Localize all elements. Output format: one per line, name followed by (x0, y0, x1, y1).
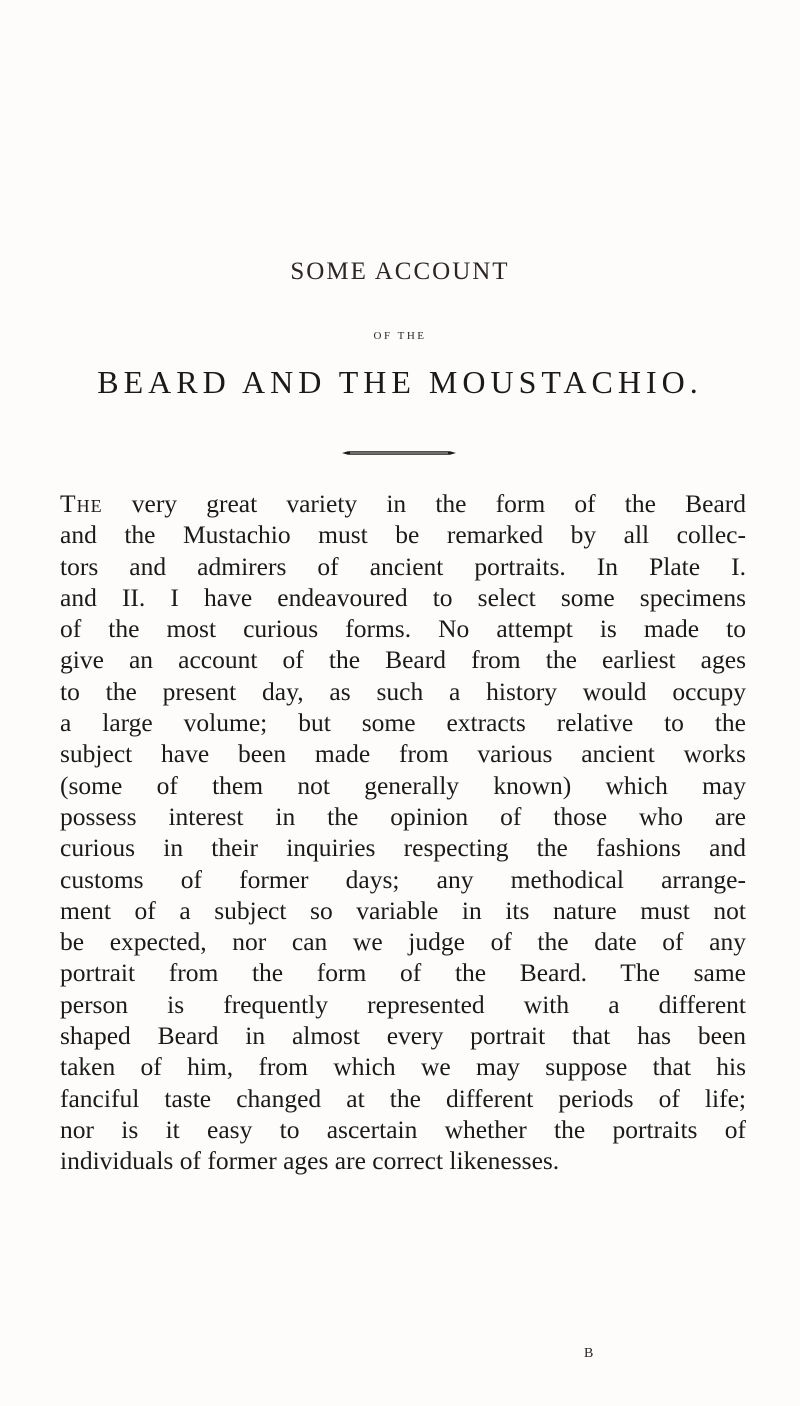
body-line: customs of former days; any methodical arrange- (60, 864, 746, 894)
body-line: (some of them not generally known) which may (60, 770, 746, 800)
body-line: give an account of the Beard from the earliest ages (60, 645, 746, 675)
body-line-first-rest: very great variety in the form of the Beard (102, 489, 746, 518)
body-line: subject have been made from various ancient works (60, 739, 746, 769)
body-line-last: individuals of former ages are correct likenesses. (60, 1146, 560, 1176)
body-line: person is frequently represented with a different (60, 989, 746, 1019)
body-line: ment of a subject so variable in its nature must not (60, 895, 746, 925)
body-line: possess interest in the opinion of those who are (60, 801, 746, 831)
body-paragraph (60, 488, 746, 1177)
body-line: tors and admirers of ancient portraits. In Plate I. (60, 551, 746, 581)
body-line: a large volume; but some extracts relative to the (60, 708, 746, 738)
body-line-first (60, 488, 746, 519)
body-line: nor is it easy to ascertain whether the portraits of (60, 1114, 746, 1144)
body-line: of the most curious forms. No attempt is made to (60, 614, 746, 644)
ornamental-rule (342, 450, 456, 456)
rule-divider-icon (342, 450, 456, 456)
body-line: taken of him, from which we may suppose that his (60, 1052, 746, 1082)
signature-mark: B (584, 1346, 594, 1361)
page-title: BEARD AND THE MOUSTACHIO. (97, 364, 703, 400)
title-some-account: SOME ACCOUNT (290, 258, 510, 285)
body-line: curious in their inquiries respecting the fashions and (60, 833, 746, 863)
drop-word: The (60, 489, 103, 518)
body-line: and II. I have endeavoured to select some specimens (60, 582, 746, 612)
body-line: be expected, nor can we judge of the date of any (60, 927, 746, 957)
body-line: fanciful taste changed at the different periods of life; (60, 1083, 746, 1113)
body-line: and the Mustachio must be remarked by all collec- (60, 520, 746, 550)
title-of-the: OF THE (373, 330, 427, 342)
body-line: portrait from the form of the Beard. The same (60, 958, 746, 988)
body-line: shaped Beard in almost every portrait that has been (60, 1021, 746, 1051)
body-line: to the present day, as such a history would occupy (60, 676, 746, 706)
